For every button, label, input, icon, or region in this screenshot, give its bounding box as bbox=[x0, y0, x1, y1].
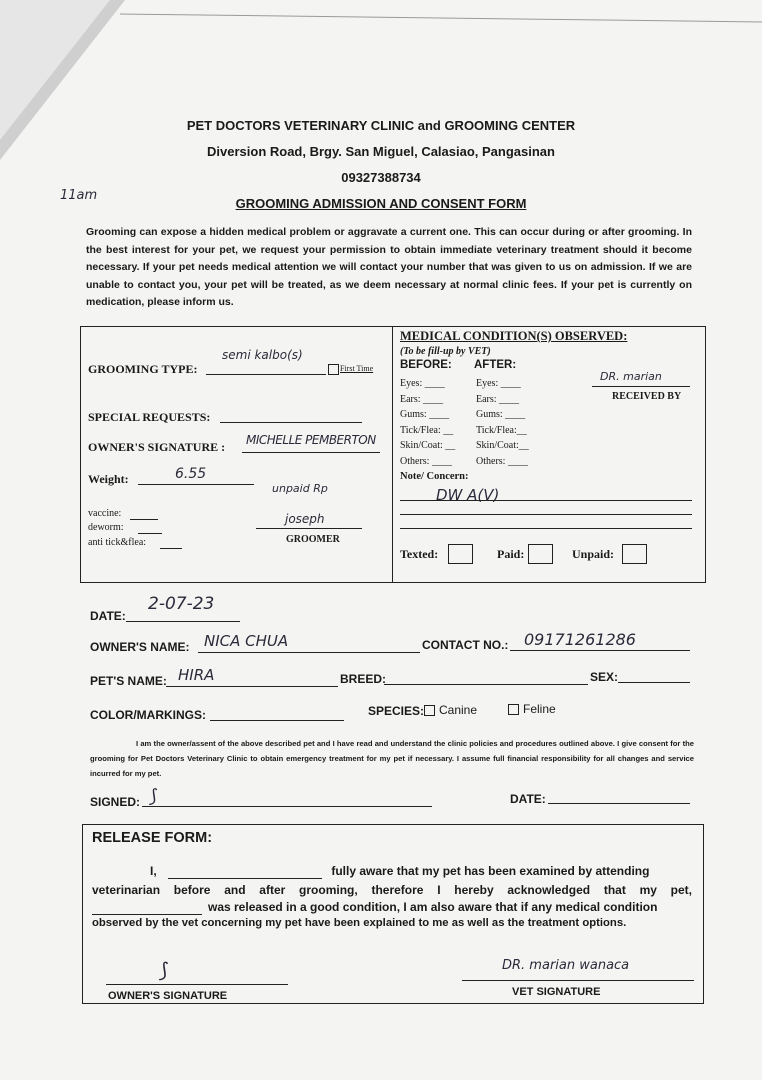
contact-label: CONTACT NO.: bbox=[422, 638, 509, 652]
before-skincoat: Skin/Coat: __ bbox=[400, 440, 456, 451]
texted-label: Texted: bbox=[400, 547, 439, 561]
special-requests-label: SPECIAL REQUESTS: bbox=[88, 410, 211, 424]
unpaid-checkbox[interactable] bbox=[622, 544, 647, 564]
sex-field[interactable] bbox=[618, 682, 690, 683]
vet-signature-value: DR. marian wanaca bbox=[502, 958, 630, 973]
note-line-2[interactable] bbox=[400, 514, 692, 515]
paid-checkbox[interactable] bbox=[528, 544, 553, 564]
release-i: I, bbox=[150, 864, 157, 878]
vet-signature-label: VET SIGNATURE bbox=[512, 986, 601, 998]
contact-field[interactable] bbox=[510, 650, 690, 651]
pet-name-value: HIRA bbox=[178, 666, 215, 684]
grooming-type-value: semi kalbo(s) bbox=[222, 348, 303, 362]
special-requests-field[interactable] bbox=[220, 422, 362, 423]
release-name-field[interactable] bbox=[168, 864, 322, 879]
note-line-1[interactable] bbox=[400, 500, 692, 501]
species-canine-option[interactable] bbox=[424, 703, 477, 717]
vaccine-label: vaccine: bbox=[88, 508, 122, 519]
grooming-type-label: GROOMING TYPE: bbox=[88, 362, 198, 376]
sex-label: SEX: bbox=[590, 670, 619, 684]
intro-paragraph: Grooming can expose a hidden medical problem or aggravate a current one. This can occur during or after grooming. In the best interest for your pet, we request your permission to obtain immediate veterinary treatment should it become necessary. If your pet needs medical attention we will contact your number that was given to us on admission. If we are unable to contact you, your pet will be treated, as we deem necessary at normal clinic fees. If your pet is currently on medication, please inform us. bbox=[86, 226, 692, 308]
owner-name-field[interactable] bbox=[198, 652, 420, 653]
groomer-label: GROOMER bbox=[286, 534, 340, 545]
note-value: DW A(V) bbox=[436, 486, 500, 504]
species-label: SPECIES: bbox=[368, 704, 425, 718]
color-field[interactable] bbox=[210, 720, 344, 721]
first-time-checkbox[interactable] bbox=[328, 364, 339, 375]
time-note: 11am bbox=[60, 188, 98, 203]
date-label: DATE: bbox=[90, 609, 126, 623]
release-line-2: veterinarian before and after grooming, therefore I hereby acknowledged that my pet, bbox=[92, 883, 692, 897]
vet-signature-field[interactable] bbox=[462, 980, 694, 981]
weight-label: Weight: bbox=[88, 472, 129, 486]
canine-checkbox[interactable] bbox=[424, 705, 435, 716]
received-by-label: RECEIVED BY bbox=[612, 391, 682, 402]
signed-field[interactable] bbox=[142, 806, 432, 807]
vaccine-field[interactable] bbox=[130, 519, 158, 520]
owner-signature-release-label: OWNER'S SIGNATURE bbox=[108, 990, 228, 1002]
signed-date-label: DATE: bbox=[510, 792, 546, 806]
clinic-address: Diversion Road, Brgy. San Miguel, Calasiao, Pangasinan bbox=[207, 144, 555, 159]
breed-label: BREED: bbox=[340, 672, 387, 686]
breed-field[interactable] bbox=[384, 684, 588, 685]
after-gums: Gums: ____ bbox=[476, 409, 526, 420]
after-ears: Ears: ____ bbox=[476, 393, 520, 405]
consent-paragraph: I am the owner/assent of the above described pet and I have read and understand the clinic policies and procedures outlined above. I give consent for the grooming for Pet Doctors Veterinary Clinic to obtain emergency treatment for my pet if necessary. I assume full financial responsibility for all changes and service incurred for my pet. bbox=[90, 739, 694, 778]
owner-signature-release-field[interactable] bbox=[106, 984, 288, 985]
clinic-phone: 09327388734 bbox=[341, 170, 421, 185]
release-title: RELEASE FORM: bbox=[92, 830, 213, 846]
after-eyes: Eyes: ____ bbox=[476, 378, 521, 389]
signed-date-field[interactable] bbox=[548, 803, 690, 804]
before-gums: Gums: ____ bbox=[400, 409, 450, 420]
deworm-field[interactable] bbox=[138, 533, 162, 534]
note-line-3[interactable] bbox=[400, 528, 692, 529]
after-others: Others: ____ bbox=[476, 455, 528, 467]
release-line1-text: fully aware that my pet has been examined by attending bbox=[331, 864, 650, 878]
groomer-field[interactable] bbox=[256, 528, 362, 529]
owner-name-value: NICA CHUA bbox=[204, 632, 289, 650]
release-line-4: observed by the vet concerning my pet have been explained to me as well as the treatment options. bbox=[92, 917, 627, 929]
received-by-name: DR. marian bbox=[600, 370, 662, 383]
owner-signature-field[interactable] bbox=[242, 452, 380, 453]
signed-label: SIGNED: bbox=[90, 795, 141, 809]
before-tickflea: Tick/Flea: __ bbox=[400, 424, 454, 436]
note-label: Note/ Concern: bbox=[400, 471, 469, 482]
weight-field[interactable] bbox=[138, 484, 254, 485]
form-title: GROOMING ADMISSION AND CONSENT FORM bbox=[235, 196, 527, 211]
after-skincoat: Skin/Coat:__ bbox=[476, 440, 529, 451]
antitick-label: anti tick&flea: bbox=[88, 537, 147, 548]
panel-divider bbox=[392, 326, 393, 582]
medical-subtitle: (To be fill-up by VET) bbox=[400, 346, 491, 357]
owner-signature-value: MICHELLE PEMBERTON bbox=[246, 433, 376, 447]
clinic-name: PET DOCTORS VETERINARY CLINIC and GROOMING CENTER bbox=[186, 118, 576, 133]
first-time-label: First Time bbox=[340, 364, 374, 373]
groomer-name: joseph bbox=[285, 512, 325, 526]
after-label: AFTER: bbox=[474, 359, 517, 371]
release-pet-field[interactable] bbox=[92, 900, 202, 915]
before-others: Others: ____ bbox=[400, 455, 452, 467]
pet-name-label: PET'S NAME: bbox=[90, 674, 167, 688]
species-feline-option[interactable] bbox=[508, 702, 556, 716]
color-label: COLOR/MARKINGS: bbox=[90, 708, 206, 722]
after-tickflea: Tick/Flea:__ bbox=[476, 424, 527, 436]
grooming-type-field[interactable] bbox=[206, 374, 326, 375]
owner-signature-label: OWNER'S SIGNATURE : bbox=[88, 440, 226, 454]
owner-name-label: OWNER'S NAME: bbox=[90, 640, 190, 654]
canine-label: Canine bbox=[439, 703, 478, 717]
texted-checkbox[interactable] bbox=[448, 544, 473, 564]
before-eyes: Eyes: ____ bbox=[400, 378, 445, 389]
release-line3-text: was released in a good condition, I am also aware that if any medical condition bbox=[208, 900, 658, 914]
owner-signature-release-mark: ⟆ bbox=[160, 958, 168, 982]
medical-title: MEDICAL CONDITION(S) OBSERVED: bbox=[400, 329, 628, 343]
date-field[interactable] bbox=[126, 621, 240, 622]
weight-value: 6.55 bbox=[175, 466, 207, 482]
before-label: BEFORE: bbox=[400, 359, 452, 371]
paid-label: Paid: bbox=[497, 547, 525, 561]
before-ears: Ears: ____ bbox=[400, 393, 444, 405]
contact-value: 09171261286 bbox=[524, 630, 636, 649]
received-by-field[interactable] bbox=[592, 386, 690, 387]
feline-label: Feline bbox=[523, 702, 556, 716]
date-value: 2-07-23 bbox=[148, 594, 215, 614]
antitick-field[interactable] bbox=[160, 548, 182, 549]
release-line-1 bbox=[150, 864, 692, 879]
medical-before-items bbox=[400, 376, 455, 469]
deworm-label: deworm: bbox=[88, 522, 124, 533]
release-line-3 bbox=[92, 900, 692, 915]
feline-checkbox[interactable] bbox=[508, 704, 519, 715]
pet-name-field[interactable] bbox=[166, 686, 338, 687]
medical-after-items bbox=[476, 376, 529, 469]
unpaid-note: unpaid Rp bbox=[272, 482, 328, 495]
signed-signature: ⟆ bbox=[150, 786, 158, 807]
unpaid-label: Unpaid: bbox=[572, 547, 615, 561]
